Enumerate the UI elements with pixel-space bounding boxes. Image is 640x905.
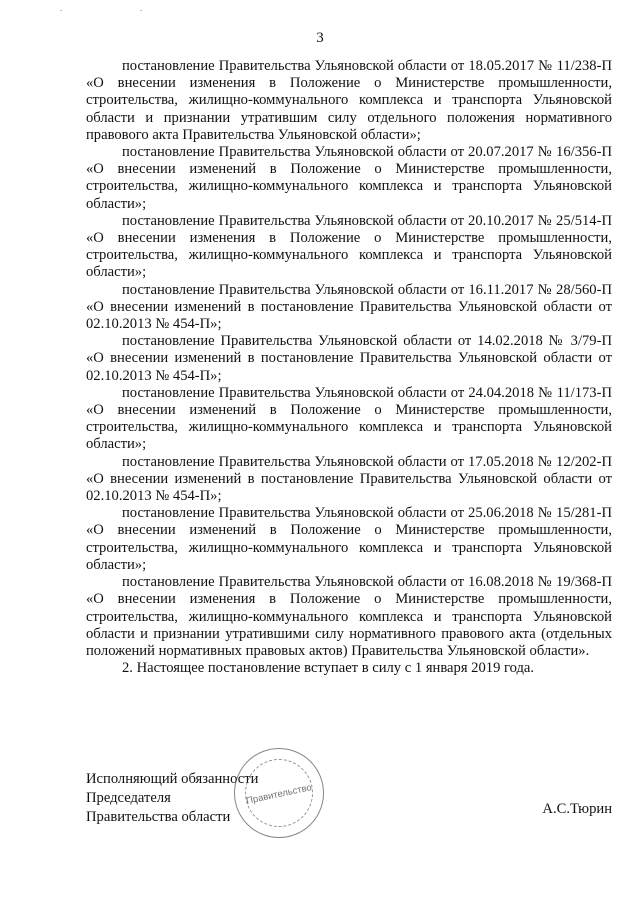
document-body	[86, 58, 612, 677]
signatory-title-line: Правительства области	[86, 809, 231, 825]
paragraph: постановление Правительства Ульяновской области от 17.05.2018 № 12/202-П «О внесении изменений в постановление Правительства Ульяновской области от 02.10.2013 № 454-П»;	[86, 453, 612, 505]
signatory-name: А.С.Тюрин	[542, 801, 612, 817]
paragraph: постановление Правительства Ульяновской области от 16.08.2018 № 19/368-П «О внесении изменения в Положение о Министерстве промышленности, строительства, жилищно-коммунального комплекса и транспорта Ульяновской области и признании утратившими силу нормативного правового акта (отдельных положений нормативных правовых актов) Правительства Ульяновской области».	[86, 574, 612, 659]
scan-artifact	[60, 10, 62, 11]
signatory-title-line: Исполняющий обязанности	[86, 771, 259, 787]
paragraph: постановление Правительства Ульяновской области от 25.06.2018 № 15/281-П «О внесении изменений в Положение о Министерстве промышленности, строительства, жилищно-коммунального комплекса и транспорта Ульяновской области»;	[86, 505, 612, 573]
effective-date-paragraph: 2. Настоящее постановление вступает в силу с 1 января 2019 года.	[122, 660, 535, 677]
paragraph: постановление Правительства Ульяновской области от 18.05.2017 № 11/238-П «О внесении изменения в Положение о Министерстве промышленности, строительства, жилищно-коммунального комплекса и транспорта Ульяновской области и признании утратившим силу отдельного положения нормативного правового акта Правительства Ульяновской области»;	[86, 58, 612, 143]
signatory-title	[86, 770, 258, 827]
seal-text: Правительство	[245, 782, 313, 807]
signature-block	[86, 770, 612, 830]
paragraph: постановление Правительства Ульяновской области от 20.10.2017 № 25/514-П «О внесении изменения в Положение о Министерстве промышленности, строительства, жилищно-коммунального комплекса и транспорта Ульяновской области»;	[86, 212, 612, 281]
paragraph: постановление Правительства Ульяновской области от 20.07.2017 № 16/356-П «О внесении изменений в Положение о Министерстве промышленности, строительства, жилищно-коммунального комплекса и транспорта Ульяновской области»;	[86, 144, 612, 212]
page-number: 3	[316, 30, 324, 46]
scan-artifact	[140, 10, 142, 11]
paragraph: постановление Правительства Ульяновской области от 24.04.2018 № 11/173-П «О внесении изменений в Положение о Министерстве промышленности, строительства, жилищно-коммунального комплекса и транспорта Ульяновской области»;	[86, 384, 612, 453]
paragraph: постановление Правительства Ульяновской области от 14.02.2018 № 3/79-П «О внесении изменений в постановление Правительства Ульяновской области от 02.10.2013 № 454-П»;	[86, 333, 612, 384]
paragraph: постановление Правительства Ульяновской области от 16.11.2017 № 28/560-П «О внесении изменений в постановление Правительства Ульяновской области от 02.10.2013 № 454-П»;	[86, 281, 612, 333]
official-seal-stamp	[234, 748, 324, 838]
signatory-title-line: Председателя	[86, 790, 171, 806]
